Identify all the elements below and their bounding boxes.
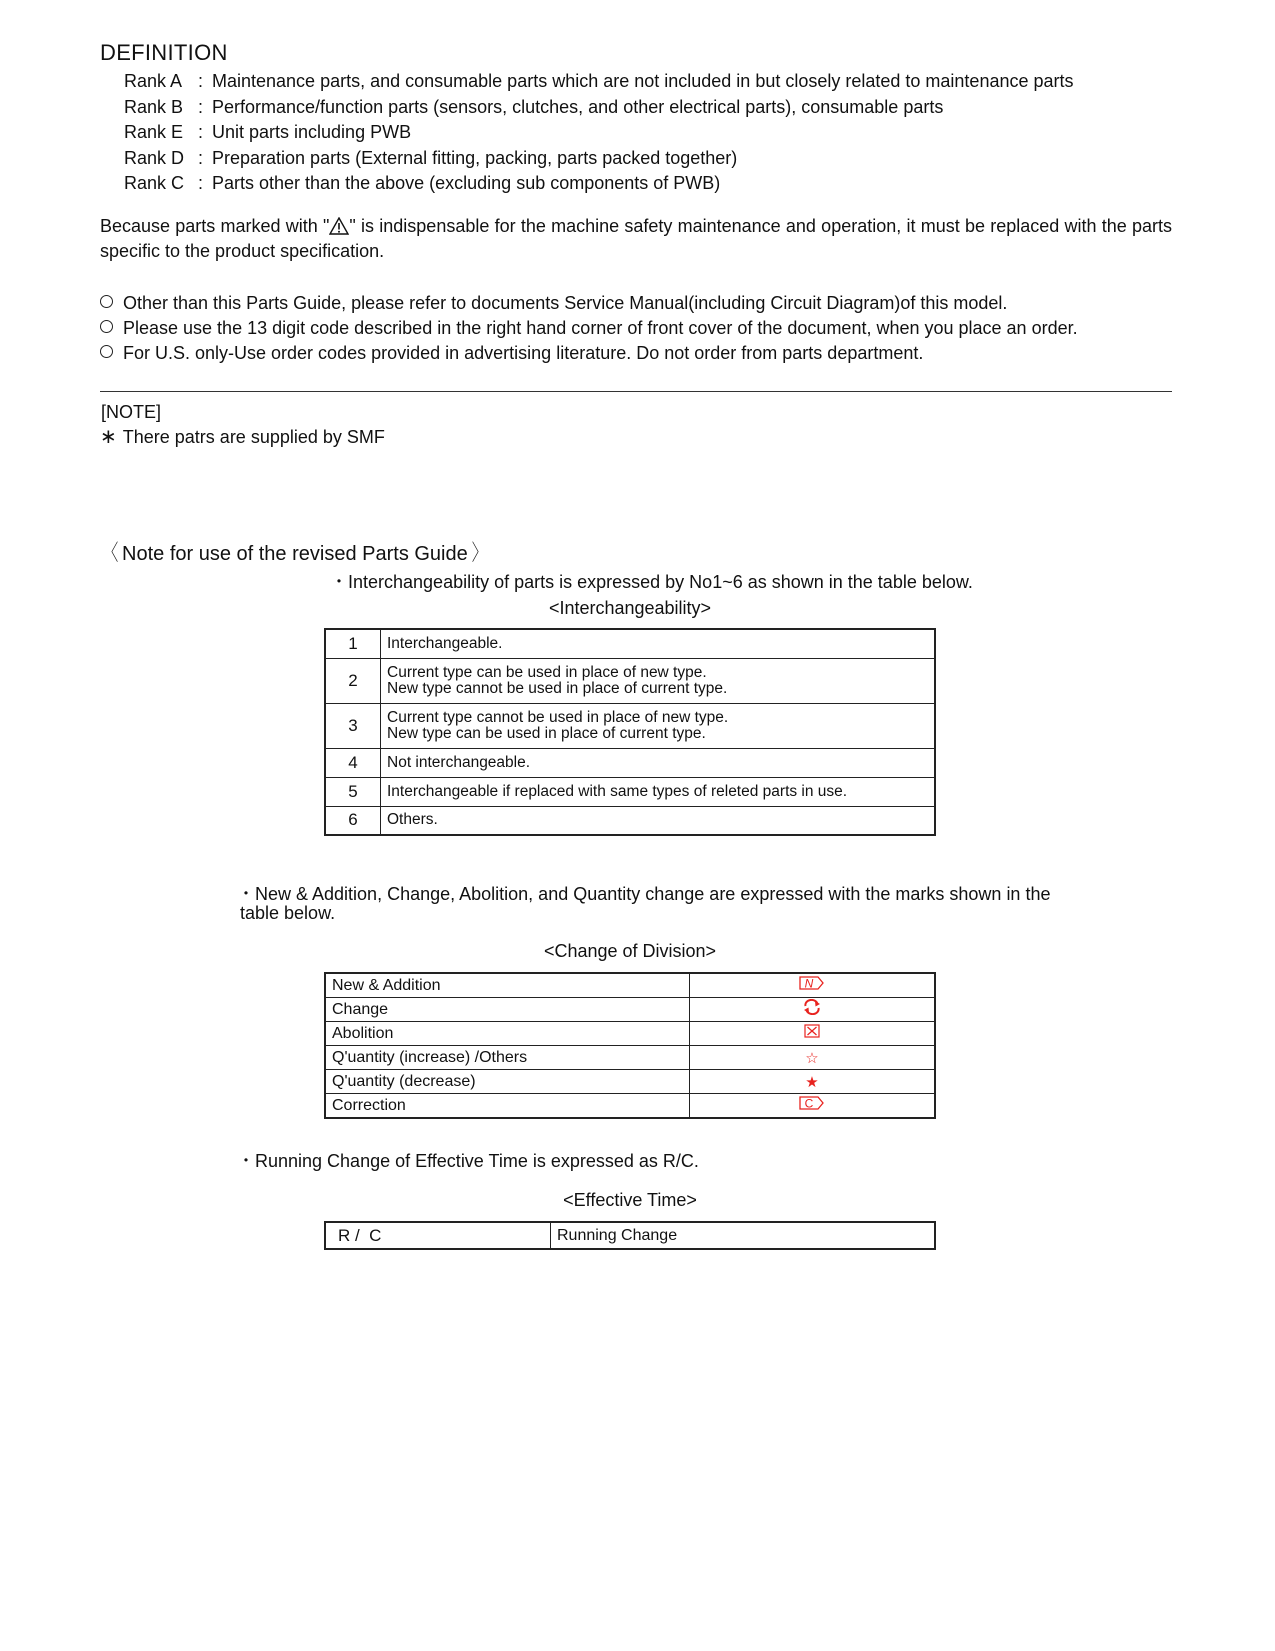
new-mark-letter: N — [804, 976, 814, 991]
filled-star-icon: ★ — [690, 1070, 936, 1094]
section-divider — [100, 391, 1172, 392]
safety-text-before: Because parts marked with " — [100, 216, 330, 236]
bullet-item — [100, 341, 1078, 366]
bullet-item — [100, 291, 1078, 316]
table-row — [325, 1222, 935, 1249]
rank-label: Rank D — [124, 147, 185, 168]
change-mark-icon — [802, 999, 822, 1020]
note-line — [100, 424, 385, 449]
table-row — [325, 748, 935, 777]
reference-bullets — [100, 291, 1078, 366]
table-row — [325, 658, 935, 703]
division-caption: <Change of Division> — [543, 941, 717, 961]
definition-title: DEFINITION — [100, 40, 228, 65]
running-change-intro: ・Running Change of Effective Time is expressed as R/C. — [237, 1151, 699, 1171]
rank-row — [124, 120, 1074, 146]
row-number: 2 — [325, 658, 381, 703]
division-label: Q'uantity (increase) /Others — [325, 1046, 690, 1070]
description-line: New type cannot be used in place of current type. — [387, 679, 728, 697]
rank-separator: : — [198, 122, 204, 142]
table-row — [325, 1046, 935, 1070]
division-mark — [690, 1094, 936, 1119]
rank-label: Rank B — [124, 96, 184, 117]
right-angle-icon: 〉 — [471, 540, 486, 565]
correction-mark-letter: C — [804, 1096, 814, 1111]
division-mark — [690, 998, 936, 1022]
table-row — [325, 629, 935, 658]
description-line: Others. — [387, 811, 438, 829]
description-line: New type can be used in place of current type. — [387, 724, 706, 742]
rank-separator: : — [198, 173, 204, 193]
circle-bullet-icon — [100, 320, 113, 333]
effective-time-table — [324, 1221, 936, 1250]
description-line: Interchangeable if replaced with same types of releted parts in use. — [387, 782, 848, 800]
rank-list — [124, 69, 1074, 197]
division-label: Correction — [325, 1094, 690, 1119]
row-description — [381, 748, 936, 777]
row-number: 6 — [325, 806, 381, 835]
rank-label: Rank C — [124, 173, 185, 193]
row-number: 5 — [325, 777, 381, 806]
rank-separator: : — [198, 96, 204, 117]
left-angle-icon: 〈 — [103, 540, 119, 565]
rank-description: Parts other than the above (excluding sub components of PWB) — [212, 173, 721, 193]
table-row — [325, 703, 935, 748]
warning-triangle-icon — [329, 217, 349, 240]
safety-text-after: " is indispensable for the machine safety maintenance and operation, it must be replaced with the parts specific to the product specification. — [100, 216, 1172, 261]
table-row — [325, 1070, 935, 1094]
row-description — [381, 806, 936, 835]
effective-label: Running Change — [551, 1222, 936, 1249]
bullet-item — [100, 316, 1078, 341]
row-description — [381, 658, 936, 703]
division-label: Abolition — [325, 1022, 690, 1046]
interchangeability-table — [324, 628, 936, 836]
interchangeability-caption: <Interchangeability> — [548, 598, 712, 618]
row-description — [381, 777, 936, 806]
table-row — [325, 1022, 935, 1046]
row-number: 3 — [325, 703, 381, 748]
description-line: Not interchangeable. — [387, 753, 531, 771]
outline-star-icon: ☆ — [690, 1046, 936, 1070]
rank-row — [124, 95, 1074, 121]
description-line: Current type cannot be used in place of new type. — [387, 708, 729, 726]
division-mark — [690, 973, 936, 998]
revised-guide-heading — [100, 536, 490, 567]
rank-description: Unit parts including PWB — [212, 122, 412, 142]
rank-description: Performance/function parts (sensors, clutches, and other electrical parts), consumable parts — [212, 96, 944, 117]
description-line: Current type can be used in place of new type. — [387, 663, 707, 681]
revised-guide-title: Note for use of the revised Parts Guide — [122, 543, 468, 565]
description-line: Interchangeable. — [387, 634, 503, 652]
division-mark — [690, 1022, 936, 1046]
rank-row — [124, 171, 1074, 197]
bullet-text: Other than this Parts Guide, please refer to documents Service Manual(including Circuit Diagram)of this model. — [123, 293, 1008, 313]
bullet-text: Please use the 13 digit code described in the right hand corner of front cover of the document, when you place an order. — [123, 318, 1078, 338]
rank-separator: : — [198, 147, 204, 168]
effective-code: R / C — [325, 1222, 551, 1249]
row-number: 4 — [325, 748, 381, 777]
safety-paragraph — [100, 215, 1172, 262]
correction-mark-icon — [799, 1095, 825, 1116]
interchangeability-intro: ・Interchangeability of parts is expressed by No1~6 as shown in the table below. — [330, 572, 973, 592]
row-description — [381, 629, 936, 658]
circle-bullet-icon — [100, 345, 113, 358]
asterisk-icon: ∗ — [100, 426, 117, 448]
table-row — [325, 998, 935, 1022]
abolition-mark-icon — [803, 1023, 821, 1044]
division-label: New & Addition — [325, 973, 690, 998]
table-row — [325, 1094, 935, 1119]
change-of-division-table — [324, 972, 936, 1119]
row-number: 1 — [325, 629, 381, 658]
rank-row — [124, 69, 1074, 95]
division-label: Change — [325, 998, 690, 1022]
division-label: Q'uantity (decrease) — [325, 1070, 690, 1094]
table-row — [325, 973, 935, 998]
division-intro-line-1: ・New & Addition, Change, Abolition, and Quantity change are expressed with the marks shown in the — [237, 884, 1051, 904]
new-mark-icon — [799, 975, 825, 996]
rank-label: Rank E — [124, 122, 184, 142]
circle-bullet-icon — [100, 295, 113, 308]
rank-description: Maintenance parts, and consumable parts which are not included in but closely related to maintenance parts — [212, 71, 1074, 91]
rank-label: Rank A — [124, 71, 183, 91]
effective-time-caption: <Effective Time> — [563, 1190, 697, 1210]
rank-description: Preparation parts (External fitting, packing, parts packed together) — [212, 147, 738, 168]
table-row — [325, 777, 935, 806]
division-intro-line-2: table below. — [240, 903, 336, 923]
note-text: There patrs are supplied by SMF — [122, 427, 385, 447]
bullet-text: For U.S. only-Use order codes provided in advertising literature. Do not order from parts department. — [123, 343, 924, 363]
rank-row — [124, 146, 1074, 172]
row-description — [381, 703, 936, 748]
note-heading: [NOTE] — [101, 402, 162, 422]
rank-separator: : — [198, 71, 204, 91]
table-row — [325, 806, 935, 835]
